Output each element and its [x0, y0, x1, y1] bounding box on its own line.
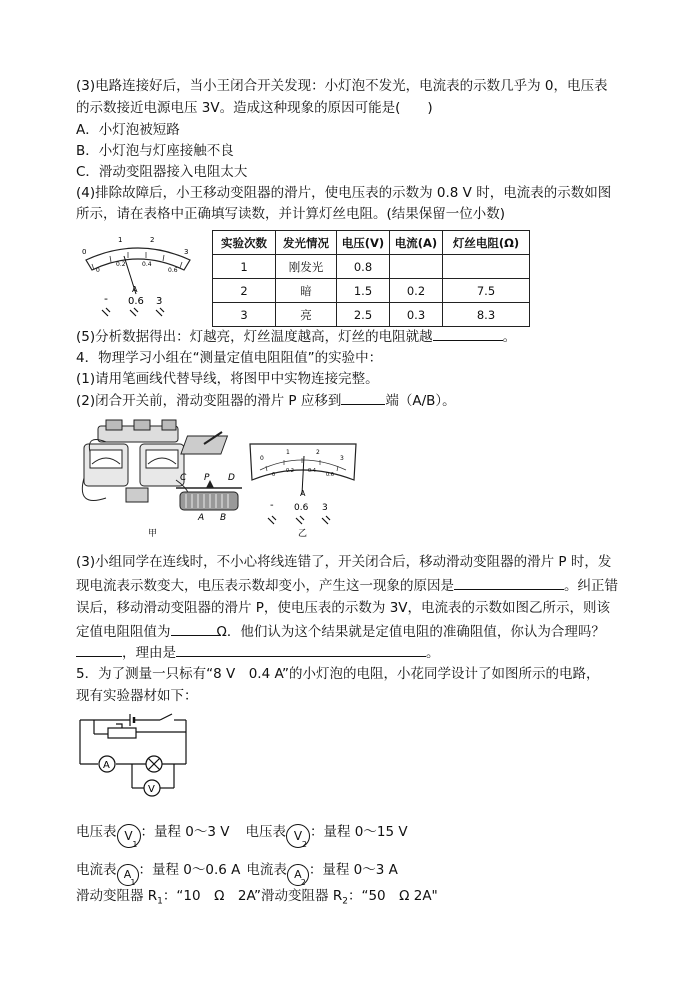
table-cell-current-blank[interactable]	[390, 255, 443, 279]
table-cell: 暗	[276, 279, 337, 303]
small-terminal-06: 0.6	[128, 296, 144, 307]
small-meter-unit: A	[132, 285, 138, 294]
p4-3-line5	[76, 642, 440, 663]
small-scale-bottom-3: 0.6	[168, 267, 178, 274]
small-scale-bottom-1: 0.2	[116, 261, 126, 268]
rheostat-label-b: B	[220, 513, 227, 523]
v2-label: 电压表	[245, 824, 286, 840]
caption-yi: 乙	[298, 529, 308, 539]
small-scale-bottom-2: 0.4	[142, 261, 152, 268]
table-row	[213, 303, 530, 327]
v1-circle-icon	[117, 824, 141, 848]
r-line-a: 滑动变阻器 R	[76, 888, 158, 904]
table-cell: 1	[213, 255, 276, 279]
q5-answer-blank[interactable]	[433, 326, 503, 341]
p4-3-line2b: 。纠正错	[564, 578, 618, 594]
a2-label: 电流表	[246, 862, 287, 878]
a1-symbol: A	[123, 868, 132, 881]
p4-3-line2	[76, 575, 618, 596]
caption-jia: 甲	[148, 529, 158, 539]
r-line-b: ：“10 Ω 2A”滑动变阻器 R	[162, 888, 343, 904]
table-cell: 8.3	[443, 303, 530, 327]
table-cell: 2.5	[337, 303, 390, 327]
a1-circle-icon	[117, 864, 139, 886]
a2-circle-icon	[287, 864, 309, 886]
large-terminal-3: 3	[322, 503, 328, 513]
a2-range: ：量程 0～3 A	[308, 862, 398, 878]
p5-line1: 5．为了测量一只标有“8 V 0.4 A”的小灯泡的电阻，小花同学设计了如图所示的电路，	[76, 666, 600, 682]
q3-line2: 的示数接近电源电压 3V。造成这种现象的原因可能是( )	[76, 100, 433, 116]
large-meter-unit: A	[300, 489, 306, 498]
table-cell-resistance-blank[interactable]	[443, 255, 530, 279]
small-scale-bottom-0: 0	[96, 267, 100, 274]
table-cell: 亮	[276, 303, 337, 327]
v1-label: 电压表	[76, 824, 117, 840]
table-row	[213, 279, 530, 303]
v2-circle-icon	[286, 824, 310, 848]
p4-s2	[76, 390, 456, 411]
p4-s1: (1)请用笔画线代替导线，将图甲中实物连接完整。	[76, 371, 379, 387]
v2-symbol: V	[293, 829, 303, 843]
r-line-c: ：“50 Ω 2A"	[347, 888, 438, 904]
large-scale-top-3: 3	[340, 455, 344, 462]
v1-sub: 1	[132, 840, 138, 849]
circuit-diagram	[76, 712, 216, 802]
p4-3-reason-blank[interactable]	[454, 575, 564, 590]
q4-line2: 所示，请在表格中正确填写读数，并计算灯丝电阻。(结果保留一位小数)	[76, 206, 506, 222]
q5-text: (5)分析数据得出：灯越亮，灯丝温度越高，灯丝的电阻就越	[76, 329, 433, 345]
large-scale-top-2: 2	[316, 449, 320, 456]
v2-range: ：量程 0～15 V	[310, 824, 408, 840]
table-header-row	[213, 231, 530, 255]
p4-3-why-blank[interactable]	[176, 642, 426, 657]
small-scale-top-2: 2	[150, 236, 155, 244]
p4-3-resistance-blank[interactable]	[171, 621, 217, 636]
p4-3-line4b: Ω．他们认为这个结果就是定值电阻的准确阻值，你认为合理吗？	[216, 624, 605, 640]
table-header: 电流(A)	[390, 231, 443, 255]
rheostat-label-a: A	[198, 513, 205, 523]
rheostat-label-d: D	[228, 473, 235, 483]
p5-line2: 现有实验器材如下：	[76, 688, 198, 704]
table-cell: 0.8	[337, 255, 390, 279]
table-cell: 3	[213, 303, 276, 327]
p4-3-line4	[76, 621, 605, 642]
p4-3-line5a: ，理由是	[122, 645, 176, 661]
rheostat-label-c: C	[180, 473, 187, 483]
large-terminal-06: 0.6	[294, 503, 309, 513]
q4-line1: (4)排除故障后，小王移动变阻器的滑片，使电压表的示数为 0.8 V 时，电流表的示数如图	[76, 185, 612, 201]
q3-option-b: B．小灯泡与灯座接触不良	[76, 143, 234, 159]
small-scale-top-3: 3	[184, 248, 189, 256]
large-terminal-neg: -	[270, 500, 274, 511]
large-scale-top-1: 1	[286, 449, 290, 456]
table-header: 发光情况	[276, 231, 337, 255]
p4-3-line3: 误后，移动滑动变阻器的滑片 P，使电压表的示数为 3V，电流表的示数如图乙所示，则该	[76, 600, 611, 616]
equipment-rheostats	[76, 886, 438, 912]
q3-option-c: C．滑动变阻器接入电阻太大	[76, 164, 248, 180]
q3-line1: (3)电路连接好后，当小王闭合开关发现：小灯泡不发光，电流表的示数几乎为 0，电压表	[76, 78, 608, 94]
table-cell: 0.2	[390, 279, 443, 303]
ammeter-figure-small	[78, 230, 198, 320]
small-terminal-3: 3	[156, 296, 163, 307]
circuit-ammeter-label: A	[103, 760, 110, 771]
table-row	[213, 255, 530, 279]
p4-s2-text: (2)闭合开关前，滑动变阻器的滑片 P 应移到	[76, 393, 342, 409]
p4-title: 4．物理学习小组在“测量定值电阻阻值”的实验中：	[76, 350, 383, 366]
table-header: 灯丝电阻(Ω)	[443, 231, 530, 255]
q3-option-a: A．小灯泡被短路	[76, 122, 180, 138]
a2-symbol: A	[294, 868, 302, 881]
table-header: 实验次数	[213, 231, 276, 255]
p4-s2-answer-blank[interactable]	[341, 390, 385, 405]
large-scale-bottom-3: 0.6	[326, 472, 334, 478]
table-cell: 1.5	[337, 279, 390, 303]
apparatus-figure-jia	[76, 418, 246, 538]
q5-line	[76, 326, 516, 347]
equipment-ammeters	[76, 860, 398, 886]
small-scale-top-1: 1	[118, 236, 123, 244]
r2-sub: 2	[342, 896, 348, 907]
data-table	[212, 230, 530, 327]
table-cell: 0.3	[390, 303, 443, 327]
p4-s2-end: 端（A/B）。	[385, 393, 456, 409]
a1-sub: 1	[130, 878, 136, 887]
equipment-voltmeters	[76, 822, 408, 848]
a1-range: ：量程 0～0.6 A	[138, 862, 241, 878]
large-scale-bottom-1: 0.2	[286, 468, 294, 474]
p4-3-line4a: 定值电阻阻值为	[76, 624, 171, 640]
table-cell: 刚发光	[276, 255, 337, 279]
p4-3-line1: (3)小组同学在连线时，不小心将线连错了，开关闭合后，移动滑动变阻器的滑片 P 时，发	[76, 554, 612, 570]
table-cell: 7.5	[443, 279, 530, 303]
large-scale-top-0: 0	[260, 455, 264, 462]
small-scale-top-0: 0	[82, 248, 87, 256]
circuit-voltmeter-label: V	[148, 784, 155, 795]
q5-end: 。	[502, 329, 517, 345]
large-scale-bottom-2: 0.4	[308, 468, 316, 474]
p4-3-reasonable-blank[interactable]	[76, 642, 122, 657]
v2-sub: 2	[301, 840, 307, 849]
table-cell: 2	[213, 279, 276, 303]
ammeter-figure-yi	[246, 438, 360, 538]
p4-3-line2a: 现电流表示数变大，电压表示数却变小，产生这一现象的原因是	[76, 578, 454, 594]
table-header: 电压(V)	[337, 231, 390, 255]
rheostat-label-p: P	[204, 473, 210, 483]
large-scale-bottom-0: 0	[272, 472, 276, 478]
a1-label: 电流表	[76, 862, 117, 878]
r1-sub: 1	[157, 896, 163, 907]
p4-3-line5b: 。	[426, 645, 440, 661]
v1-range: ：量程 0～3 V	[140, 824, 230, 840]
a2-sub: 2	[300, 878, 306, 887]
small-terminal-neg: -	[104, 292, 108, 305]
v1-symbol: V	[124, 829, 133, 843]
